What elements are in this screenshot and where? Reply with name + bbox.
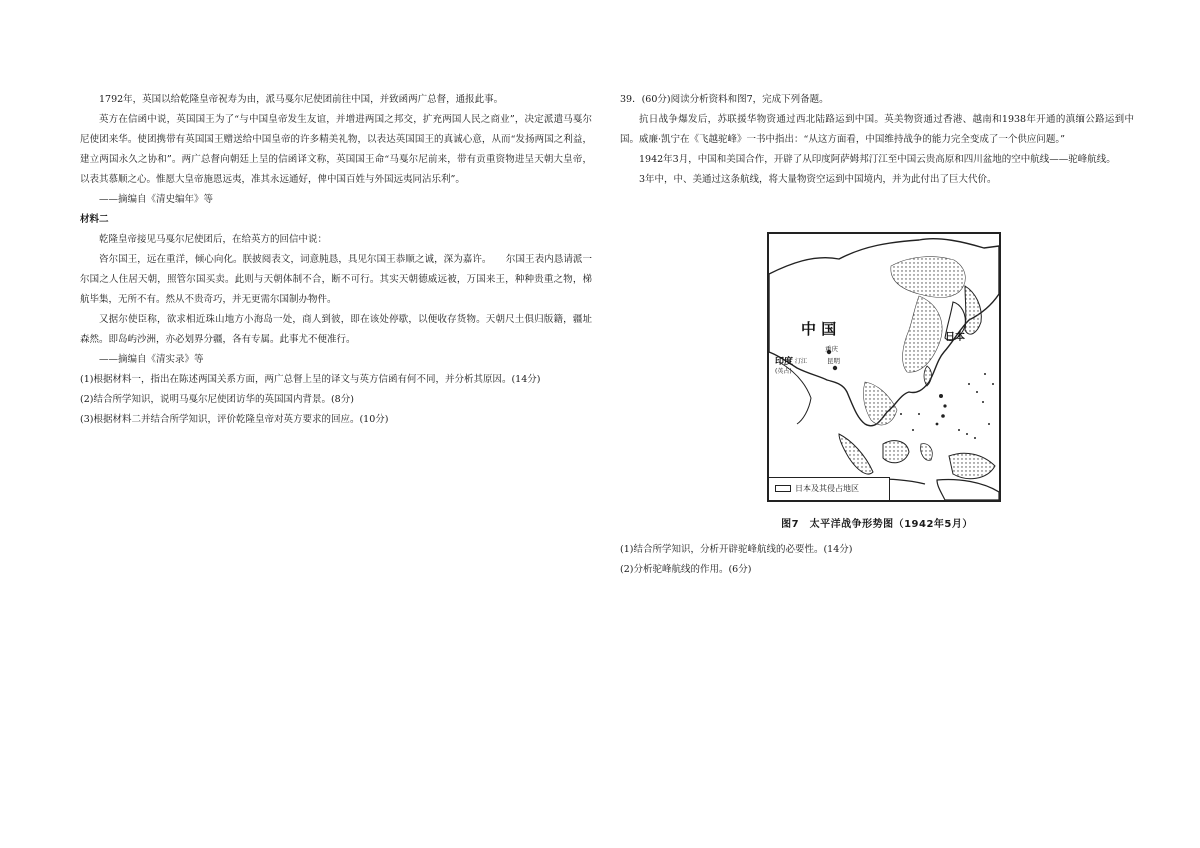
legend-text: 日本及其侵占地区 [795,484,859,493]
right-column [620,90,1134,190]
paragraph-cost: 3年中，中、美通过这条航线，将大量物资空运到中国境内，并为此付出了巨大代价。 [639,174,997,185]
map-label-japan: 日本 [945,332,965,343]
paragraph-material2-letter: 咨尔国王，远在重洋，倾心向化。朕披阅表文，词意肫恳，具见尔国王恭顺之诚，深为嘉许。 尔国王表内恳请派一尔国之人住居天朝，照管尔国买卖。此则与天朝体制不合，断不可行。其实天朝德威远被，万国来王，种种贵重之物，梯航毕集，无所不有。然从不贵奇巧，并无更需尔国制办物件。 [80,254,592,305]
japan-islands [965,286,981,334]
map-legend [769,477,890,500]
source-citation-1: ——摘编自《清史编年》等 [99,194,214,205]
map-label-kunming: 昆明 [827,357,840,365]
paragraph-supply-routes: 抗日战争爆发后，苏联援华物资通过西北陆路运到中国。英美物资通过香港、越南和1938年开通的滇缅公路运到中国。威廉·凯宁在《飞越驼峰》一书中指出：“从这方面看，中国维持战争的能力完全变成了一个供应问题。” [620,114,1134,145]
pacific-war-map [767,232,1001,502]
figure-caption: 图7 太平洋战争形势图（1942年5月） [781,519,973,530]
map-label-dingjiang: 汀江 [795,358,808,365]
question-2: (2)结合所学知识，说明马戛尔尼使团访华的英国国内背景。(8分) [80,394,354,405]
left-column [80,90,592,430]
map-label-chongqing: 重庆 [825,345,838,353]
question-1: (1)根据材料一，指出在陈述两国关系方面，两广总督上呈的译文与英方信函有何不同，并分析其原因。(14分) [80,374,541,385]
occupied-area-manchuria [891,257,966,298]
paragraph-material2-island: 又据尔使臣称，欲求相近珠山地方小海岛一处，商人到彼，即在该处停歇，以便收存货物。天朝尺土俱归版籍，疆址森然。即岛屿沙洲，亦必划界分疆，各有专属。此事尤不便准行。 [80,314,592,345]
heading-material2: 材料二 [80,214,109,225]
source-citation-2: ——摘编自《清实录》等 [99,354,204,365]
map-label-china: 中 国 [801,320,837,338]
question-39-header: 39．(60分)阅读分析资料和图7，完成下列备题。 [620,94,829,105]
occupied-area-southeast-asia [863,382,897,425]
paragraph-material2-intro: 乾隆皇帝接见马戛尔尼使团后，在给英方的回信中说： [99,234,328,245]
occupied-area-east-china [903,296,943,372]
map-label-india: 印度 [775,357,794,367]
paragraph-intro: 1792年，英国以给乾隆皇帝祝寿为由，派马戛尔尼使团前往中国，并致函两广总督，通报此事。 [99,94,504,105]
right-questions [620,540,1134,580]
map-drawing [769,234,999,500]
question-39-2: (2)分析驼峰航线的作用。(6分) [620,564,752,575]
question-3: (3)根据材料二并结合所学知识，评价乾隆皇帝对英方要求的回应。(10分) [80,414,389,425]
legend-swatch [775,485,791,492]
map-label-india-sub: (英占) [775,368,792,375]
paragraph-hump-route: 1942年3月，中国和美国合作，开辟了从印度阿萨姆邦汀江至中国云贵高原和四川盆地的空中航线——驼峰航线。 [639,154,1116,165]
paragraph-material1-body: 英方在信函中说，英国国王为了“与中国皇帝发生友谊，并增进两国之邦交，扩充两国人民之商业”，决定派遣马戛尔尼使团来华。使团携带有英国国王赠送给中国皇帝的许多精美礼物，以表达英国国王的真诚心意，从而“发扬两国之利益，建立两国永久之协和”。两广总督向朝廷上呈的信函译文称，英国国王命“马戛尔尼前来，带有贡重资物进呈天朝大皇帝，以表其慕顺之心。惟愿大皇帝施恩远夷，准其永远通好，俾中国百姓与外国远夷同沾乐利”。 [80,114,592,185]
question-39-1: (1)结合所学知识，分析开辟驼峰航线的必要性。(14分) [620,544,853,555]
